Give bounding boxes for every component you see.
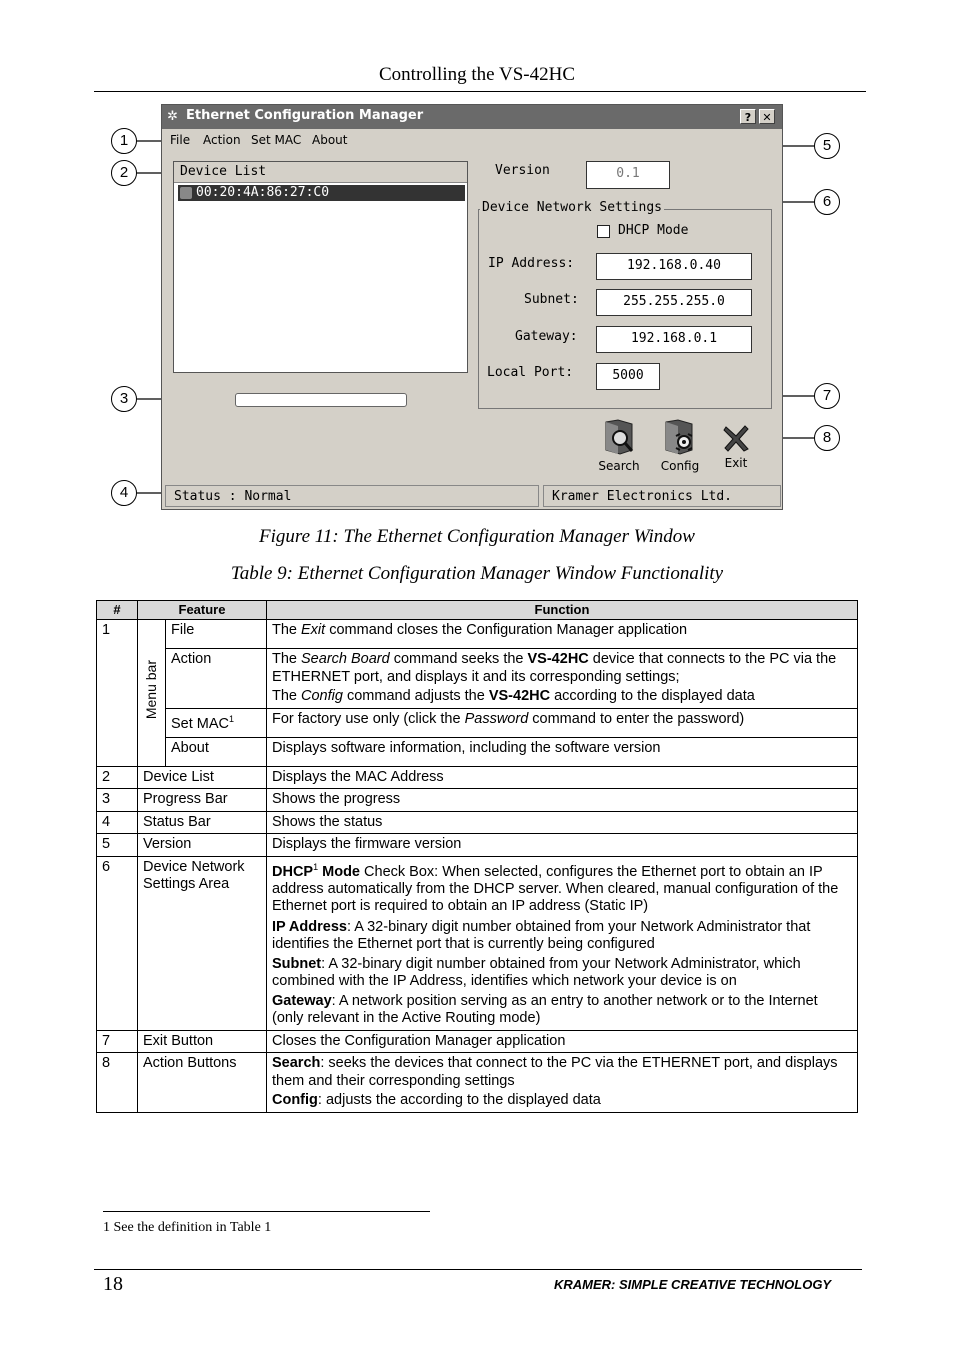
- table-row: [97, 834, 858, 857]
- device-mac: 00:20:4A:86:27:C0: [196, 185, 330, 200]
- local-port-label: Local Port:: [487, 365, 574, 380]
- function-cell: Shows the status: [267, 811, 858, 834]
- table-row: [97, 1030, 858, 1053]
- page-header-title: Controlling the VS-42HC: [379, 64, 575, 85]
- row-number: 4: [97, 811, 138, 834]
- feature-cell: Action: [166, 649, 267, 709]
- status-text: Status : Normal: [174, 489, 292, 504]
- progress-bar: [235, 393, 407, 407]
- menu-about[interactable]: About: [312, 133, 348, 147]
- feature-cell: Exit Button: [138, 1030, 267, 1053]
- device-icon: [180, 187, 192, 199]
- functionality-table: [96, 600, 858, 1113]
- subnet-label: Subnet:: [524, 292, 579, 307]
- menu-set-mac[interactable]: Set MAC: [251, 133, 302, 147]
- feature-cell: File: [166, 620, 267, 649]
- footer-rule: [94, 1269, 862, 1270]
- table-caption: Table 9: Ethernet Configuration Manager Window Functionality: [230, 563, 724, 584]
- function-cell: Closes the Configuration Manager application: [267, 1030, 858, 1053]
- exit-button-label: Exit: [724, 456, 748, 470]
- row-number: 6: [97, 856, 138, 1030]
- status-panel: [165, 485, 539, 507]
- callout-7: 7: [814, 383, 840, 409]
- feature-cell: Set MAC$^1$: [166, 708, 267, 737]
- header-feature: Feature: [138, 601, 267, 620]
- function-cell: Search: seeks the devices that connect to the PC via the ETHERNET port, and displays them and their corresponding settings Config: adjusts the according to the displayed data: [267, 1053, 858, 1113]
- close-button[interactable]: ✕: [759, 109, 775, 124]
- group-label: Device Network Settings: [482, 200, 663, 215]
- table-row: [97, 649, 858, 709]
- version-field: 0.1: [586, 161, 670, 189]
- table-header-row: [97, 601, 858, 620]
- callout-3: 3: [111, 386, 137, 412]
- feature-cell: Status Bar: [138, 811, 267, 834]
- callout-8: 8: [814, 425, 840, 451]
- gateway-label: Gateway:: [515, 329, 578, 344]
- callout-2: 2: [111, 160, 137, 186]
- feature-cell: Version: [138, 834, 267, 857]
- function-cell: Shows the progress: [267, 789, 858, 812]
- dhcp-label: DHCP Mode: [618, 223, 689, 238]
- device-list-header: [174, 162, 467, 183]
- help-button[interactable]: ?: [740, 109, 756, 124]
- search-button-label: Search: [598, 459, 640, 473]
- menu-bar-cell: [138, 620, 166, 767]
- window-titlebar: [162, 105, 782, 129]
- company-text: Kramer Electronics Ltd.: [552, 489, 733, 504]
- table-row: [97, 1053, 858, 1113]
- table-row: [97, 708, 858, 737]
- table-row: [97, 620, 858, 649]
- header-function: Function: [267, 601, 858, 620]
- config-button[interactable]: [655, 418, 705, 473]
- company-panel: [543, 485, 781, 507]
- row-number: 5: [97, 834, 138, 857]
- exit-button[interactable]: [716, 423, 756, 470]
- callout-4: 4: [111, 480, 137, 506]
- app-icon: ✲: [167, 108, 178, 123]
- figure: [0, 0, 954, 520]
- exit-icon: [722, 423, 750, 453]
- window-title: Ethernet Configuration Manager: [186, 108, 424, 123]
- config-manager-window: [161, 104, 783, 510]
- subnet-field[interactable]: 255.255.255.0: [596, 289, 752, 316]
- callout-1: 1: [111, 128, 137, 154]
- row-number: 8: [97, 1053, 138, 1113]
- function-cell: Displays the MAC Address: [267, 766, 858, 789]
- footer-brand: KRAMER: SIMPLE CREATIVE TECHNOLOGY: [554, 1277, 832, 1292]
- gateway-field[interactable]: 192.168.0.1: [596, 326, 752, 353]
- table-row: [97, 856, 858, 1030]
- function-cell: DHCP$^1$ Mode Check Box: When selected, configures the Ethernet port to obtain an IP address automatically from the DHCP server. When cleared, manual configuration of the Ethernet port is required to obtain an IP address (Static IP) IP Address: A 32-binary digit number obtained from your Network Administrator that identifies the Ethernet port that is currently being configured Subnet: A 32-binary digit number obtained from your Network Administrator, which combined with the IP Address, identifies which network your device is on Gateway: A network position serving as an entry to another network or to the Internet (only relevant in the Active Routing mode): [267, 856, 858, 1030]
- table-row: [97, 811, 858, 834]
- ip-label: IP Address:: [488, 256, 575, 271]
- row-number: 1: [97, 620, 138, 767]
- menu-bar: [162, 129, 782, 153]
- search-button[interactable]: [594, 418, 644, 473]
- function-cell: Displays the firmware version: [267, 834, 858, 857]
- table-row: [97, 737, 858, 766]
- config-button-label: Config: [660, 459, 700, 473]
- menu-action[interactable]: Action: [203, 133, 241, 147]
- device-list-label: Device List: [180, 164, 267, 179]
- feature-cell: Action Buttons: [138, 1053, 267, 1113]
- search-icon: [602, 418, 636, 456]
- config-icon: [662, 418, 698, 456]
- menu-bar-label: Menu bar: [142, 660, 159, 720]
- ip-field[interactable]: 192.168.0.40: [596, 253, 752, 280]
- function-cell: The Search Board command seeks the VS-42HC device that connects to the PC via the ETHERNET port, and displays it and its corresponding settings; The Config command adjusts the VS-42HC according to the displayed data: [267, 649, 858, 709]
- dhcp-checkbox[interactable]: [597, 225, 610, 238]
- feature-cell: About: [166, 737, 267, 766]
- status-bar: [165, 485, 779, 507]
- footnote: 1 See the definition in Table 1: [103, 1220, 272, 1235]
- table-row: [97, 766, 858, 789]
- header-number: #: [97, 601, 138, 620]
- figure-caption: Figure 11: The Ethernet Configuration Manager Window: [259, 526, 695, 547]
- footnote-rule: [103, 1211, 430, 1212]
- feature-cell: Device Network Settings Area: [138, 856, 267, 1030]
- table-row: [97, 789, 858, 812]
- feature-cell: Device List: [138, 766, 267, 789]
- local-port-field[interactable]: 5000: [596, 363, 660, 390]
- device-list-item[interactable]: [178, 185, 465, 201]
- function-cell: Displays software information, including the software version: [267, 737, 858, 766]
- row-number: 7: [97, 1030, 138, 1053]
- row-number: 3: [97, 789, 138, 812]
- callout-5: 5: [814, 133, 840, 159]
- version-label: Version: [495, 163, 550, 178]
- menu-file[interactable]: File: [170, 133, 191, 147]
- row-number: 2: [97, 766, 138, 789]
- feature-cell: Progress Bar: [138, 789, 267, 812]
- callout-6: 6: [814, 189, 840, 215]
- function-cell: The Exit command closes the Configuration Manager application: [267, 620, 858, 649]
- page-number: 18: [103, 1273, 123, 1295]
- function-cell: For factory use only (click the Password command to enter the password): [267, 708, 858, 737]
- device-list[interactable]: [173, 161, 468, 373]
